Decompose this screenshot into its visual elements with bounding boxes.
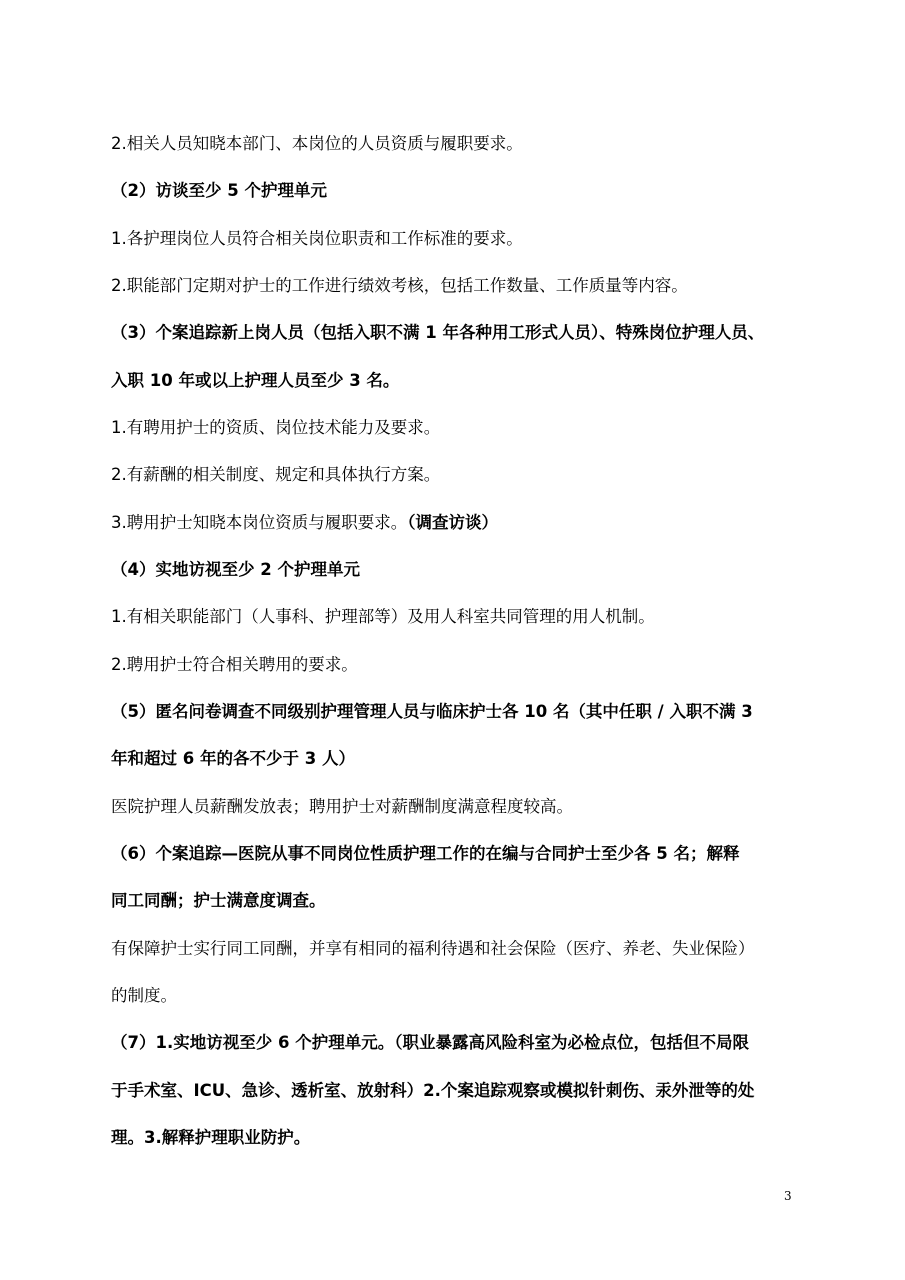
section-heading: （2）访谈至少 5 个护理单元 xyxy=(111,181,327,200)
section-heading: （4）实地访视至少 2 个护理单元 xyxy=(111,560,360,579)
section-heading: 同工同酬；护士满意度调查。 xyxy=(111,891,326,910)
section-heading: 年和超过 6 年的各不少于 3 人） xyxy=(111,749,355,768)
text-segment: 3.聘用护士知晓本岗位资质与履职要求。 xyxy=(111,513,408,532)
section-heading: 于手术室、ICU、急诊、透析室、放射科）2.个案追踪观察或模拟针刺伤、汞外泄等的处 xyxy=(111,1081,755,1100)
page-number: 3 xyxy=(784,1189,792,1203)
bold-note: （调查访谈） xyxy=(407,513,498,532)
text-line: 2.职能部门定期对护士的工作进行绩效考核，包括工作数量、工作质量等内容。 xyxy=(111,276,688,295)
section-heading: （3）个案追踪新上岗人员（包括入职不满 1 年各种用工形式人员）、特殊岗位护理人员、 xyxy=(111,323,765,342)
text-line: 2.聘用护士符合相关聘用的要求。 xyxy=(111,655,358,674)
section-heading: （7）1.实地访视至少 6 个护理单元。（职业暴露高风险科室为必检点位，包括但不局限 xyxy=(111,1033,749,1052)
text-line: 1.有聘用护士的资质、岗位技术能力及要求。 xyxy=(111,418,441,437)
text-line: 有保障护士实行同工同酬，并享有相同的福利待遇和社会保险（医疗、养老、失业保险） xyxy=(111,939,755,958)
section-heading: （5）匿名问卷调查不同级别护理管理人员与临床护士各 10 名（其中任职 / 入职不满 3 xyxy=(111,702,753,721)
text-line: 2.相关人员知晓本部门、本岗位的人员资质与履职要求。 xyxy=(111,134,523,153)
text-line: 1.各护理岗位人员符合相关岗位职责和工作标准的要求。 xyxy=(111,229,523,248)
text-line: 1.有相关职能部门（人事科、护理部等）及用人科室共同管理的用人机制。 xyxy=(111,607,655,626)
text-line: 的制度。 xyxy=(111,986,177,1005)
text-line: 医院护理人员薪酬发放表；聘用护士对薪酬制度满意程度较高。 xyxy=(111,797,573,816)
section-heading: 入职 10 年或以上护理人员至少 3 名。 xyxy=(111,371,400,390)
text-line xyxy=(111,512,801,534)
section-heading: （6）个案追踪—医院从事不同岗位性质护理工作的在编与合同护士至少各 5 名；解释 xyxy=(111,844,740,863)
text-line: 2.有薪酬的相关制度、规定和具体执行方案。 xyxy=(111,465,441,484)
section-heading: 理。3.解释护理职业防护。 xyxy=(111,1128,311,1147)
